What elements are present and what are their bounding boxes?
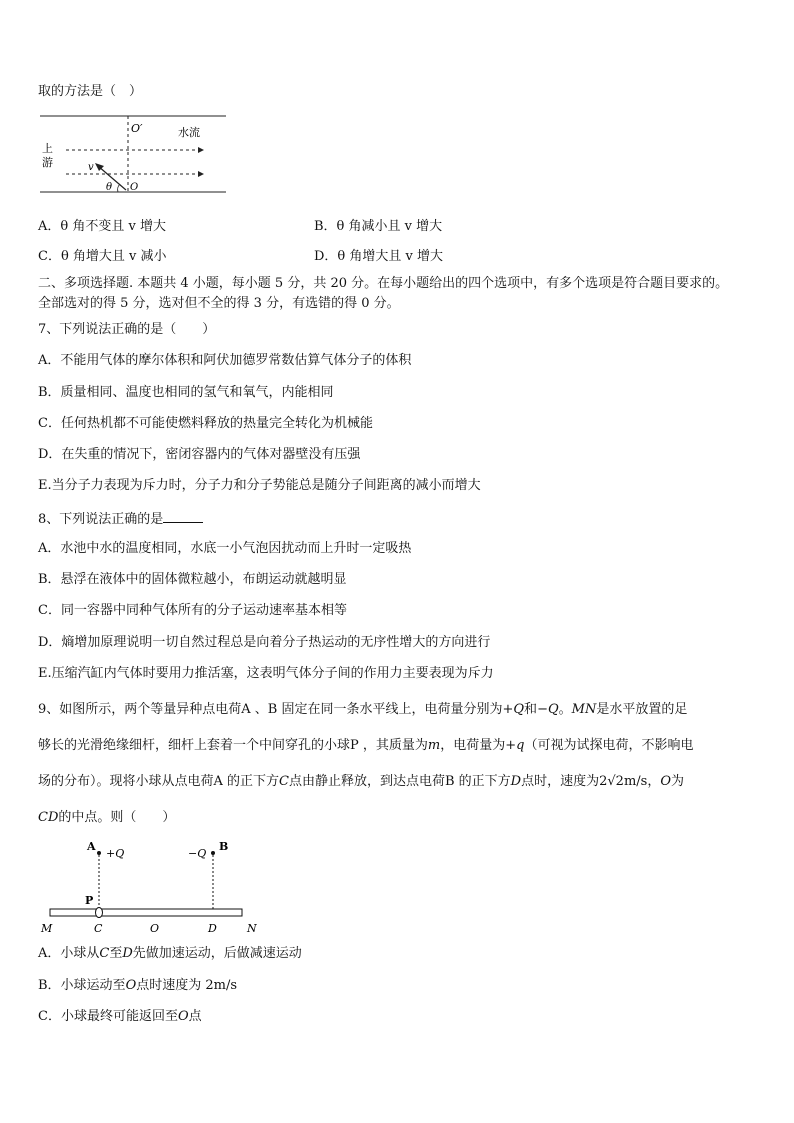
label-upstream-1: 上 — [42, 142, 53, 155]
q9-line1-d: 是水平放置的足 — [596, 702, 688, 717]
q6-option-c: C．θ 角增大且 v 减小 — [38, 249, 167, 264]
label-flow: 水流 — [178, 126, 200, 139]
ball-p — [96, 908, 103, 918]
q7-option-d: D．在失重的情况下，密闭容器内的气体对器壁没有压强 — [38, 447, 361, 462]
q8-option-e: E.压缩汽缸内气体时要用力推活塞，这表明气体分子间的作用力主要表现为斥力 — [38, 666, 494, 681]
label-n: N — [247, 922, 257, 935]
label-v: v — [88, 162, 94, 173]
river-crossing-figure — [38, 112, 228, 198]
label-a: A — [87, 840, 96, 853]
label-m: M — [41, 922, 53, 935]
q8-option-c: C．同一容器中同种气体所有的分子运动速率基本相等 — [38, 603, 347, 618]
q8-option-a: A．水池中水的温度相同，水底一小气泡因扰动而上升时一定吸热 — [38, 541, 412, 556]
charge-a-dot — [97, 851, 101, 855]
q9-option-b-o: O — [125, 978, 137, 993]
q9-line3-b: 点由静止释放，到达点电荷B 的正下方 — [288, 774, 511, 789]
q9-line4-a: 的中点。则（ ） — [58, 810, 176, 825]
q9-option-a-mid: 至 — [109, 946, 123, 961]
insulating-rod — [50, 909, 242, 916]
q9-line3-o: O — [660, 774, 672, 789]
q8-stem: 8、下列说法正确的是 — [38, 512, 164, 527]
q9-line1-c: 。 — [558, 702, 572, 717]
q9-option-c-o: O — [177, 1009, 189, 1024]
q9-option-c — [38, 1009, 202, 1025]
q9-line1 — [38, 702, 687, 718]
label-plus-q: +Q — [106, 847, 125, 860]
q9-line2-b: ，电荷量为 — [440, 738, 506, 753]
q9-line3-e: 点时，速度为 — [521, 774, 600, 789]
q9-line2-a: 够长的光滑绝缘细杆，细杆上套着一个中间穿孔的小球P ，其质量为 — [38, 738, 428, 753]
q9-line2-m: m — [427, 738, 441, 753]
label-b: B — [219, 840, 229, 853]
intro-line: 取的方法是（ ） — [38, 84, 143, 99]
q9-line1-q2: −Q — [537, 702, 559, 717]
q9-line2-q: +q — [505, 738, 525, 753]
label-o-prime: O′ — [131, 122, 143, 135]
q9-option-b — [38, 978, 237, 994]
q9-line2 — [38, 738, 693, 754]
q9-option-b-post: 点时速度为 2m/s — [136, 978, 238, 993]
q8-option-b: B．悬浮在液体中的固体微粒越小，布朗运动就越明显 — [38, 572, 347, 587]
q8-option-d: D．熵增加原理说明一切自然过程总是向着分子热运动的无序性增大的方向进行 — [38, 635, 491, 650]
q9-line1-b: 和 — [524, 702, 538, 717]
q6-option-d: D．θ 角增大且 v 增大 — [314, 249, 443, 264]
label-c: C — [94, 922, 103, 935]
flow-arrowhead-1 — [198, 147, 204, 153]
q9-option-a — [38, 946, 302, 962]
charge-b-dot — [211, 851, 215, 855]
q9-line3 — [38, 774, 684, 790]
flow-arrowhead-2 — [198, 171, 204, 177]
q9-line3-a: 场的分布）。现将小球从点电荷A 的正下方 — [38, 774, 280, 789]
q9-option-b-pre: B．小球运动至 — [38, 978, 126, 993]
q9-option-c-post: 点 — [188, 1009, 202, 1024]
q7-stem: 7、下列说法正确的是（ ） — [38, 322, 216, 337]
q9-line4 — [38, 810, 175, 826]
q9-line3-g: 为 — [671, 774, 685, 789]
charges-figure — [36, 836, 276, 940]
q9-option-a-pre: A．小球从 — [38, 946, 100, 961]
q6-option-a: A．θ 角不变且 v 增大 — [38, 219, 166, 234]
q6-option-b: B．θ 角减小且 v 增大 — [314, 219, 443, 234]
q9-line2-c: （可视为试探电荷，不影响电 — [524, 738, 694, 753]
section2-line2: 全部选对的得 5 分，选对但不全的得 3 分，有选错的得 0 分。 — [38, 296, 400, 311]
q7-option-b: B．质量相同、温度也相同的氢气和氧气，内能相同 — [38, 385, 334, 400]
q9-line1-q1: +Q — [502, 702, 525, 717]
q9-option-a-post: 先做加速运动，后做减速运动 — [132, 946, 302, 961]
q9-line1-mn: MN — [571, 702, 597, 717]
q9-line4-cd: CD — [38, 810, 59, 825]
q7-option-e: E.当分子力表现为斥力时，分子力和分子势能总是随分子间距离的减小而增大 — [38, 478, 481, 493]
label-p: P — [85, 894, 94, 907]
label-d: D — [208, 922, 217, 935]
label-minus-q: −Q — [188, 847, 207, 860]
q9-option-a-c: C — [99, 946, 110, 961]
q8-stem-line — [38, 510, 203, 528]
q9-line3-f: ， — [647, 774, 661, 789]
label-theta: θ — [106, 182, 113, 193]
q9-option-a-d: D — [122, 946, 133, 961]
q9-line3-c: C — [279, 774, 289, 789]
label-o: O — [150, 922, 160, 935]
q9-line3-speed: 2√2m/s — [599, 774, 648, 789]
q9-option-c-pre: C．小球最终可能返回至 — [38, 1009, 178, 1024]
q7-option-c: C．任何热机都不可能使燃料释放的热量完全转化为机械能 — [38, 416, 373, 431]
q9-line1-a: 9、如图所示，两个等量异种点电荷A 、B 固定在同一条水平线上，电荷量分别为 — [38, 702, 503, 717]
label-upstream-2: 游 — [42, 156, 53, 169]
q7-option-a: A．不能用气体的摩尔体积和阿伏加德罗常数估算气体分子的体积 — [38, 353, 412, 368]
label-o: O — [130, 182, 139, 193]
q9-line3-d: D — [510, 774, 522, 789]
answer-blank — [163, 510, 203, 523]
section2-line1: 二、多项选择题. 本题共 4 小题，每小题 5 分，共 20 分。在每小题给出的四个选项中，有多个选项是符合题目要求的。 — [38, 276, 729, 291]
